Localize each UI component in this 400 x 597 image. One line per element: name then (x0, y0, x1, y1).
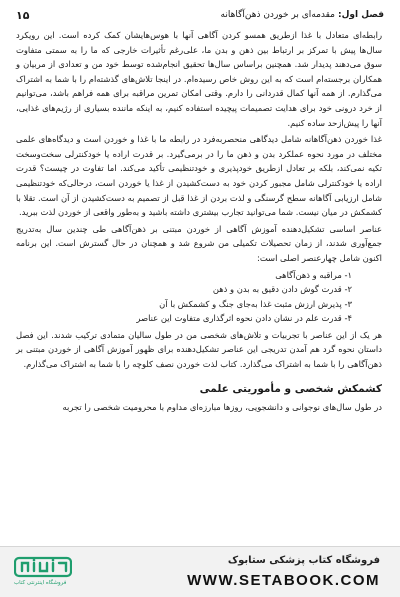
paragraph: رابطه‌ای متعادل با غذا ازطریق همسو کردن آگاهی آنها با هوس‌هایشان کمک کرده است. این رویکرد سال‌ها پیش با تمرکز بر ارتباط بین ذهن و بدن ما، علی‌رغم تأثیرات خارجی که ما را به سمتی متفاوت سوق می‌دهند پدیدار شد. همچنین براساس سال‌ها تحقیق انجام‌شده توسط خود من و تعدادی از مربیان و همکاران برجسته‌ام است که به این روش خاص رسیده‌ام. در اینجا تلاش‌های گذشته‌ام را با شما به اشتراک می‌گذارم. از همه آنها کمال قدردانی را دارم. وقتی امکان تمرین مراقبه برای همه فراهم باشد، می‌توانیم از خرد درونی خود برای هدایت تصمیمات پیچیده استفاده کنیم، به اینکه ماننده بسیاری از رژیم‌های غذایی، آنها را پیش‌ازحد ساده کنیم. (16, 30, 382, 128)
page-header (16, 6, 384, 24)
section-heading: کشمکش شخصی و مأموریتی علمی (199, 382, 382, 395)
setabook-logo-icon (14, 555, 72, 579)
logo-tagline: فروشگاه اینترنتی کتاب (14, 580, 67, 586)
chapter-label: فصل اول: (337, 10, 384, 20)
running-header (221, 10, 384, 20)
list-item: ۲- قدرت گوش دادن دقیق به بدن و ذهن (212, 284, 352, 295)
paragraph: غذا خوردن ذهن‌آگاهانه شامل دیدگاهی منحصربه‌فرد در رابطه ما با غذا و خوردن است و دیدگاه‌های علمی مختلف در مورد نحوه عملکرد بدن و ذهن ما را در برمی‌گیرد. بر قدرت اراده یا خودکنترلی سخت‌وسخت تکیه نمی‌کند، بلکه بر تعادل ازطریق خودپذیری و خودتنظیمی تأکید می‌کند. اما تفاوت در چیست؟ قدرت اراده یا خودکنترلی شامل مجبور کردن خود به دست‌کشیدن از غذا یا خوردن است، درحالی‌که خودتنظیمی شامل ارزیابی آگاهانه سطح گرسنگی و لذت بردن از غذا قبل از تصمیم به دست‌کشیدن از آن است. تقلا با کشمکش در میان نیست. شما می‌توانید تجارب بیشتری داشته باشید و به‌طور واقعی از خوردن لذت ببرید. (16, 134, 382, 218)
chapter-title: مقدمه‌ای بر خوردن ذهن‌آگاهانه (220, 10, 335, 20)
page-number: ۱۵ (16, 8, 30, 22)
list-item: ۱- مراقبه و ذهن‌آگاهی (275, 269, 352, 280)
list-item: ۳- پذیرش ارزش مثبت غذا به‌جای جنگ و کشمکش با آن (159, 298, 352, 309)
paragraph: هر یک از این عناصر با تجربیات و تلاش‌های شخصی من در طول سالیان متمادی ترکیب شدند. این فصل داستان نحوه گرد هم آمدن تدریجی این عناصر تشکیل‌دهنده برای ظهور آموزش آگاهی از خوردن مبتنی بر ذهن‌آگاهی را با شما به اشتراک می‌گذارد. کتاب لذت خوردن نصف کلوچه را با شما به اشتراک می‌گذارم. (16, 329, 382, 370)
setabook-logo (14, 553, 100, 591)
list-item: ۴- قدرت علم در نشان دادن نحوه اثرگذاری متفاوت این عناصر (136, 313, 352, 324)
paragraph: عناصر اساسی تشکیل‌دهنده آموزش آگاهی از خوردن مبتنی بر ذهن‌آگاهی طی چندین سال به‌تدریج جمع‌آوری شدند، از زمان تحصیلات تکمیلی من شروع شد و همچنان در حال گسترش است. این برنامه اکنون شامل چهارعنصر اصلی است: (16, 223, 382, 263)
store-name: فروشگاه کتاب پزشکی ستابوک (227, 555, 380, 566)
store-url[interactable]: WWW.SETABOOK.COM (187, 572, 380, 589)
element-list (16, 268, 382, 326)
page-body (16, 28, 382, 417)
paragraph: در طول سال‌های نوجوانی و دانشجویی، روزها مبارزه‌ای مداوم با محرومیت شخصی را تجربه (62, 402, 382, 413)
store-footer (0, 546, 400, 597)
